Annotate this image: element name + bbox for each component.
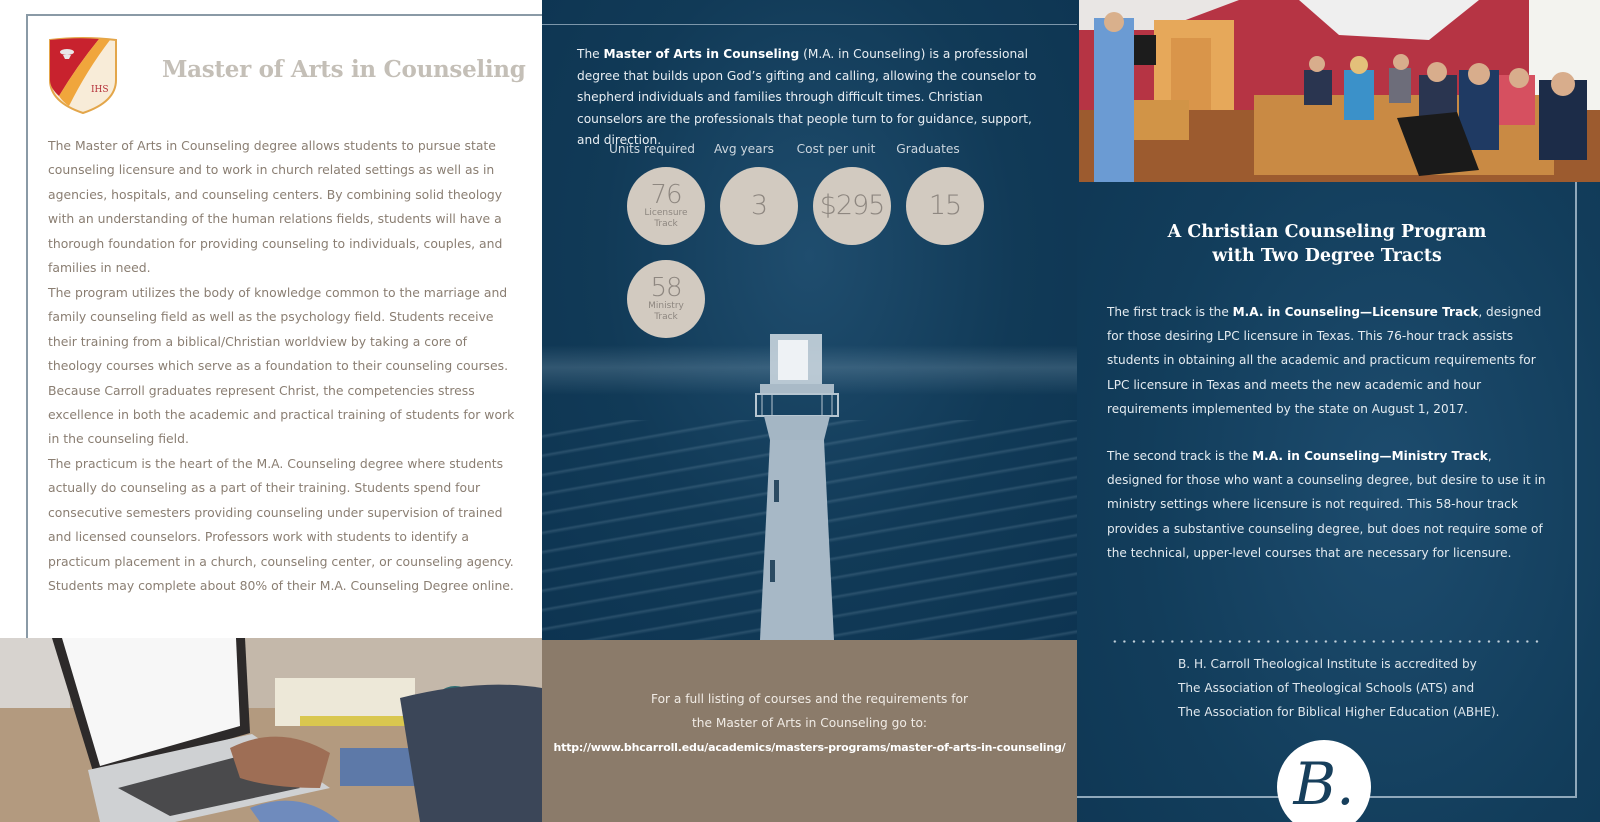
top-divider [542,24,1077,25]
stat-bubble-licensure-units: 76 Licensure Track [627,167,705,245]
classroom-photo [1079,0,1600,182]
degree-intro: The Master of Arts in Counseling (M.A. in Counseling) is a professional degree that builds upon God’s gifting and calling, allowing the counselor to shepherd individuals and families through difficult times. Christian counselors are the professionals that people turn to for guidance, support, and direction. [577,47,1037,147]
right-panel [1077,0,1600,822]
ministry-track-paragraph: The second track is the M.A. in Counseling—Ministry Track, designed for those who want a counseling degree, but desire to use it in ministry settings where licensure is not required. This 58-hour track provides a substantive counseling degree, but does not require some of the technical, upper-level courses that are necessary for licensure. [1107,449,1546,560]
cta-line-2: the Master of Arts in Counseling go to: [691,716,928,730]
laptop-illustration [0,638,542,822]
stat-label-cost: Cost per unit [796,142,876,156]
stat-bubble-avg-years: 3 [720,167,798,245]
svg-text:IHS: IHS [91,85,109,95]
accreditation-line-2: The Association of Theological Schools (ATS) and [1178,681,1475,695]
carroll-b-logo-icon: B. [1277,740,1371,822]
middle-panel [542,0,1077,640]
stat-label-units: Units required [608,142,696,156]
stat-bubble-graduates: 15 [906,167,984,245]
intro-paragraph: The Master of Arts in Counseling degree allows students to pursue state counseling licensure and to work in church related settings as well as in agencies, hospitals, and counseling centers. By combining solid theology with an understanding of the human relations fields, students will have a thorough foundation for providing counseling to individuals, couples, and families in need. [48,138,503,276]
tracks-heading: A Christian Counseling Program with Two Degree Tracts [1167,222,1487,266]
dotted-divider [1110,640,1545,643]
cta-line-1: For a full listing of courses and the requirements for [651,692,968,706]
licensure-track-paragraph: The first track is the M.A. in Counseling—Licensure Track, designed for those desiring LPC licensure in Texas. This 76-hour track assists students in obtaining all the academic and practicum requirements for LPC licensure in Texas and meets the new academic and hour requirements implemented by the state on August 1, 2017. [1107,305,1542,416]
lighthouse-image [742,330,852,640]
accreditation-line-3: The Association for Biblical Higher Education (ABHE). [1178,705,1500,719]
practicum-paragraph: The practicum is the heart of the M.A. Counseling degree where students actually do counseling as a part of their training. Students spend four consecutive semesters providing counseling under supervision of trained and licensed counselors. Professors work with students to identify a practicum placement in a church, counseling center, or counseling agency. Students may complete about 80% of their M.A. Counseling Degree online. [48,456,514,594]
course-listing-box [542,640,1077,822]
seminary-crest-icon [47,36,119,114]
program-paragraph: The program utilizes the body of knowledge common to the marriage and family counseling field as well as the psychology field. Students receive their training from a biblical/Christian worldview by taking a core of theology courses which serve as a foundation to their counseling courses. Because Carroll graduates represent Christ, the competencies stress excellence in both the academic and practical training of students for work in the counseling field. [48,285,515,447]
page-title: Master of Arts in Counseling [162,56,526,83]
accreditation-line-1: B. H. Carroll Theological Institute is accredited by [1178,657,1477,671]
laptop-photo [0,638,542,822]
stat-label-years: Avg years [714,142,774,156]
stat-label-graduates: Graduates [896,142,960,156]
program-url-link[interactable]: http://www.bhcarroll.edu/academics/masters-programs/master-of-arts-in-counseling/ [553,741,1066,754]
stat-bubble-ministry-units: 58 Ministry Track [627,260,705,338]
left-panel [0,0,542,638]
stat-bubble-cost: $295 [813,167,891,245]
